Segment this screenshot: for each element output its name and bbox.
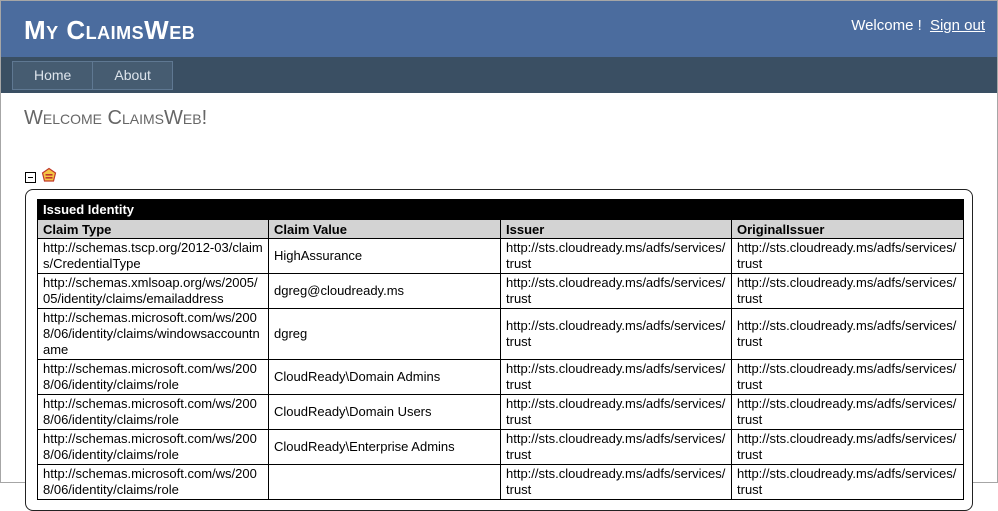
claim-type-cell: http://schemas.xmlsoap.org/ws/2005/05/identity/claims/emailaddress: [38, 274, 269, 309]
main-content: [1, 93, 997, 497]
claim-value-cell: HighAssurance: [269, 239, 501, 274]
issuer-cell: http://sts.cloudready.ms/adfs/services/trust: [501, 395, 732, 430]
nav-bar: [1, 57, 997, 93]
issuer-cell: http://sts.cloudready.ms/adfs/services/trust: [501, 360, 732, 395]
column-header-claim-type: Claim Type: [38, 220, 269, 239]
original-issuer-cell: http://sts.cloudready.ms/adfs/services/trust: [732, 430, 964, 465]
claim-value-cell: CloudReady\Enterprise Admins: [269, 430, 501, 465]
table-row: [38, 239, 964, 274]
nav-item-about[interactable]: About: [92, 61, 173, 90]
sign-out-link[interactable]: Sign out: [929, 17, 985, 34]
column-header-claim-value: Claim Value: [269, 220, 501, 239]
issuer-cell: http://sts.cloudready.ms/adfs/services/trust: [501, 274, 732, 309]
table-row: [38, 430, 964, 465]
claim-type-cell: http://schemas.microsoft.com/ws/2008/06/identity/claims/role: [38, 465, 269, 500]
claim-type-cell: http://schemas.tscp.org/2012-03/claims/CredentialType: [38, 239, 269, 274]
table-caption: Issued Identity: [38, 200, 964, 220]
issuer-cell: http://sts.cloudready.ms/adfs/services/trust: [501, 239, 732, 274]
table-row: [38, 360, 964, 395]
claim-value-cell: [269, 465, 501, 500]
table-row: [38, 309, 964, 360]
site-header: [1, 1, 997, 57]
claim-value-cell: dgreg: [269, 309, 501, 360]
nav-item-home[interactable]: Home: [12, 61, 93, 90]
issuer-cell: http://sts.cloudready.ms/adfs/services/trust: [501, 465, 732, 500]
site-title: My ClaimsWeb: [24, 15, 196, 45]
issuer-cell: http://sts.cloudready.ms/adfs/services/trust: [501, 430, 732, 465]
original-issuer-cell: http://sts.cloudready.ms/adfs/services/trust: [732, 465, 964, 500]
claim-value-cell: dgreg@cloudready.ms: [269, 274, 501, 309]
issuer-cell: http://sts.cloudready.ms/adfs/services/trust: [501, 309, 732, 360]
claims-table: [37, 199, 964, 500]
claim-type-cell: http://schemas.microsoft.com/ws/2008/06/identity/claims/role: [38, 360, 269, 395]
claim-value-cell: CloudReady\Domain Admins: [269, 360, 501, 395]
column-header-issuer: Issuer: [501, 220, 732, 239]
identity-panel: [25, 189, 973, 511]
claim-type-cell: http://schemas.microsoft.com/ws/2008/06/identity/claims/windowsaccountname: [38, 309, 269, 360]
original-issuer-cell: http://sts.cloudready.ms/adfs/services/trust: [732, 309, 964, 360]
page-title: Welcome ClaimsWeb!: [24, 107, 208, 129]
original-issuer-cell: http://sts.cloudready.ms/adfs/services/trust: [732, 239, 964, 274]
original-issuer-cell: http://sts.cloudready.ms/adfs/services/trust: [732, 274, 964, 309]
table-row: [38, 465, 964, 500]
claim-value-cell: CloudReady\Domain Users: [269, 395, 501, 430]
original-issuer-cell: http://sts.cloudready.ms/adfs/services/trust: [732, 395, 964, 430]
claim-type-cell: http://schemas.microsoft.com/ws/2008/06/identity/claims/role: [38, 395, 269, 430]
column-header-original-issuer: OriginalIssuer: [732, 220, 964, 239]
collapse-icon[interactable]: [25, 172, 36, 183]
welcome-text: Welcome !: [851, 17, 922, 34]
nav-menu: [12, 61, 172, 90]
claim-type-cell: http://schemas.microsoft.com/ws/2008/06/identity/claims/role: [38, 430, 269, 465]
table-row: [38, 395, 964, 430]
table-row: [38, 274, 964, 309]
original-issuer-cell: http://sts.cloudready.ms/adfs/services/trust: [732, 360, 964, 395]
identity-badge-icon[interactable]: [42, 168, 56, 182]
login-display: [851, 17, 985, 34]
